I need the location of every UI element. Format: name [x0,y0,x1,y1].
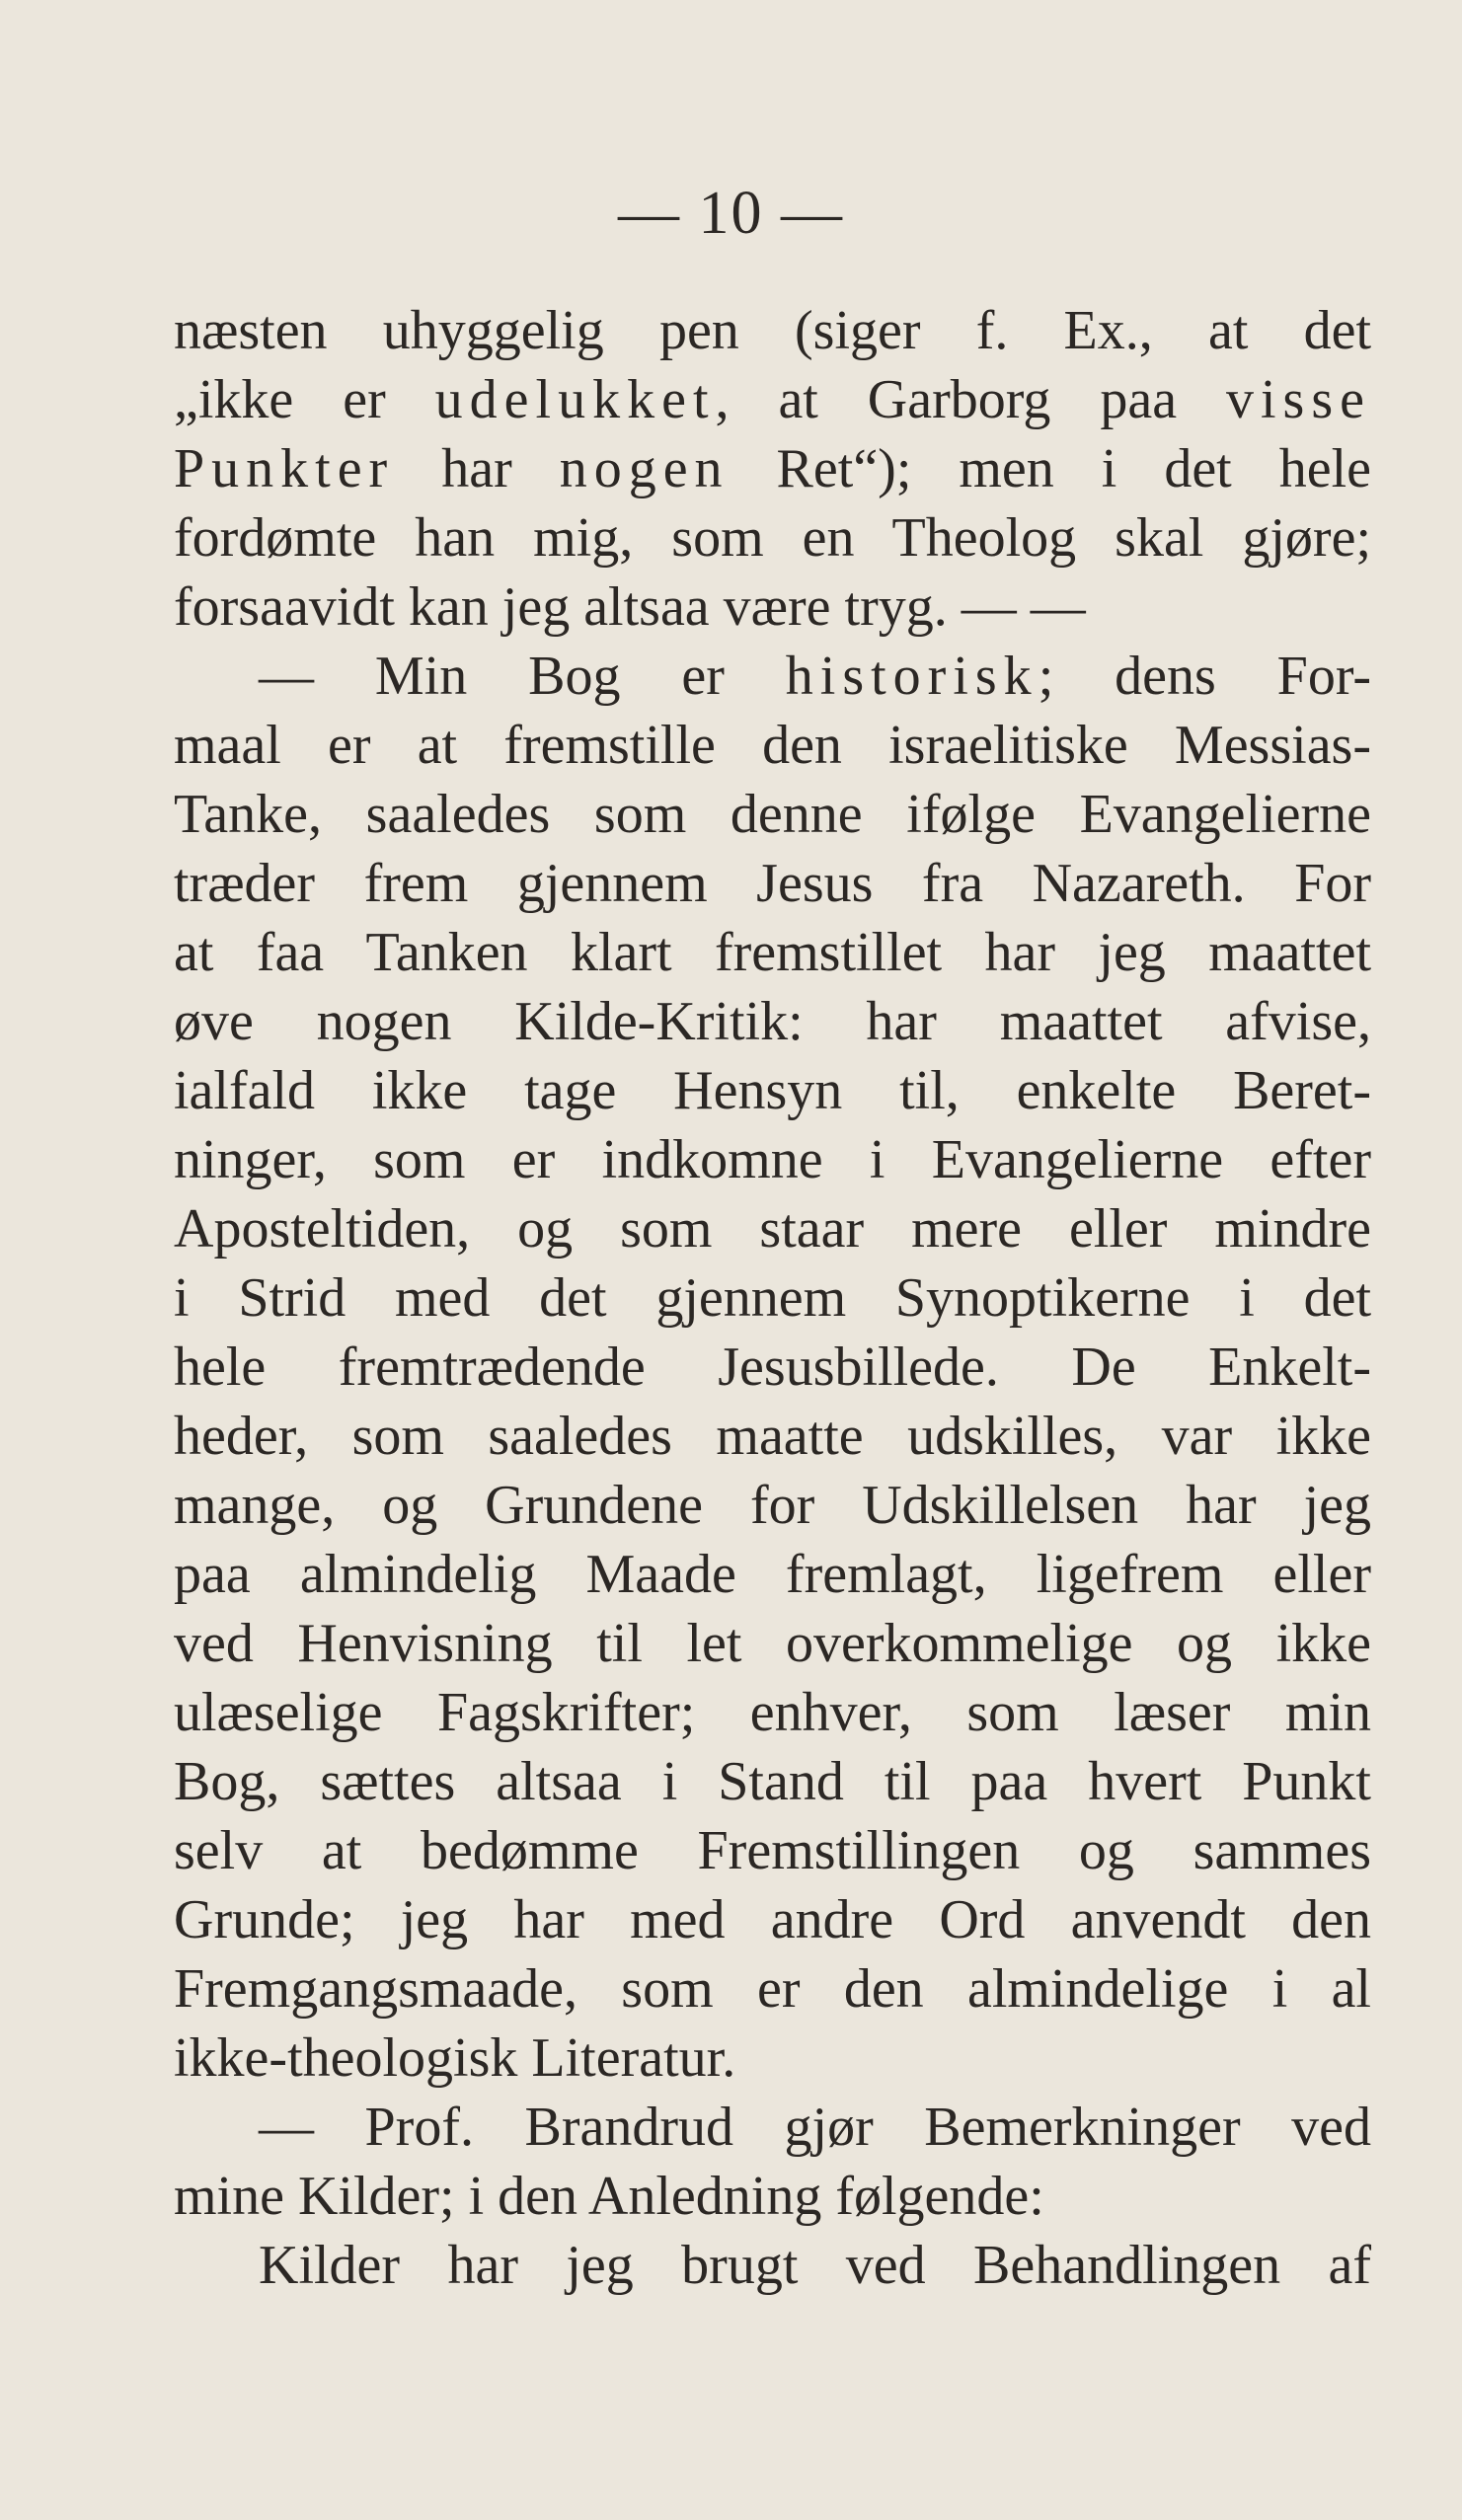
text-line: næsten uhyggelig pen (siger f. Ex., at det [174,300,1371,361]
text-line: Bog, sættes altsaa i Stand til paa hvert Punkt [174,1751,1371,1812]
text-line: ulæselige Fagskrifter; enhver, som læser min [174,1682,1371,1743]
emphasis-spaced: Punkter [174,438,395,499]
emphasis-spaced: nogen [559,438,730,499]
text-line: Kilder har jeg brugt ved Behandlingen af [259,2235,1371,2296]
text-line: træder frem gjennem Jesus fra Nazareth. For [174,853,1371,914]
text-line: Aposteltiden, og som staar mere eller mindre [174,1198,1371,1260]
text-line: forsaavidt kan jeg altsaa være tryg. — — [174,576,1086,638]
text-line: i Strid med det gjennem Synoptikerne i det [174,1267,1371,1329]
text-line: mine Kilder; i den Anledning følgende: [174,2166,1044,2227]
text-line: heder, som saaledes maatte udskilles, var ikke [174,1406,1371,1467]
text-line: ialfald ikke tage Hensyn til, enkelte Beret- [174,1060,1371,1121]
text-line: ved Henvisning til let overkommelige og ikke [174,1613,1371,1674]
body-text [174,296,1371,2300]
emphasis-spaced: historisk [785,646,1039,707]
text-line: Fremgangsmaade, som er den almindelige i al [174,1958,1371,2020]
text-line: at faa Tanken klart fremstillet har jeg maattet [174,922,1371,983]
text-line: — Prof. Brandrud gjør Bemerkninger ved [259,2097,1371,2158]
text-line: „ikke er udelukket, at Garborg paa visse [174,369,1371,430]
text-line: mange, og Grundene for Udskillelsen har jeg [174,1475,1371,1536]
text-line: Punkter har nogen Ret“); men i det hele [174,438,1371,499]
text-line: Grunde; jeg har med andre Ord anvendt den [174,1889,1371,1950]
text-line: ninger, som er indkomne i Evangelierne efter [174,1129,1371,1190]
page-number: — 10 — [618,180,844,247]
text-line: øve nogen Kilde-Kritik: har maattet afvise, [174,991,1371,1052]
text-line: ikke-theologisk Literatur. [174,2027,736,2089]
emphasis-spaced: udelukket [434,369,716,430]
text-line: selv at bedømme Fremstillingen og sammes [174,1820,1371,1881]
text-line: — Min Bog er historisk; dens For- [259,646,1371,707]
text-line: maal er at fremstille den israelitiske Messias- [174,715,1371,776]
emphasis-spaced: visse [1226,369,1371,430]
text-line: fordømte han mig, som en Theolog skal gjøre; [174,507,1371,569]
text-line: hele fremtrædende Jesusbillede. De Enkelt- [174,1336,1371,1398]
text-line: Tanke, saaledes som denne ifølge Evangelierne [174,784,1371,845]
text-line: paa almindelig Maade fremlagt, ligefrem eller [174,1544,1371,1605]
